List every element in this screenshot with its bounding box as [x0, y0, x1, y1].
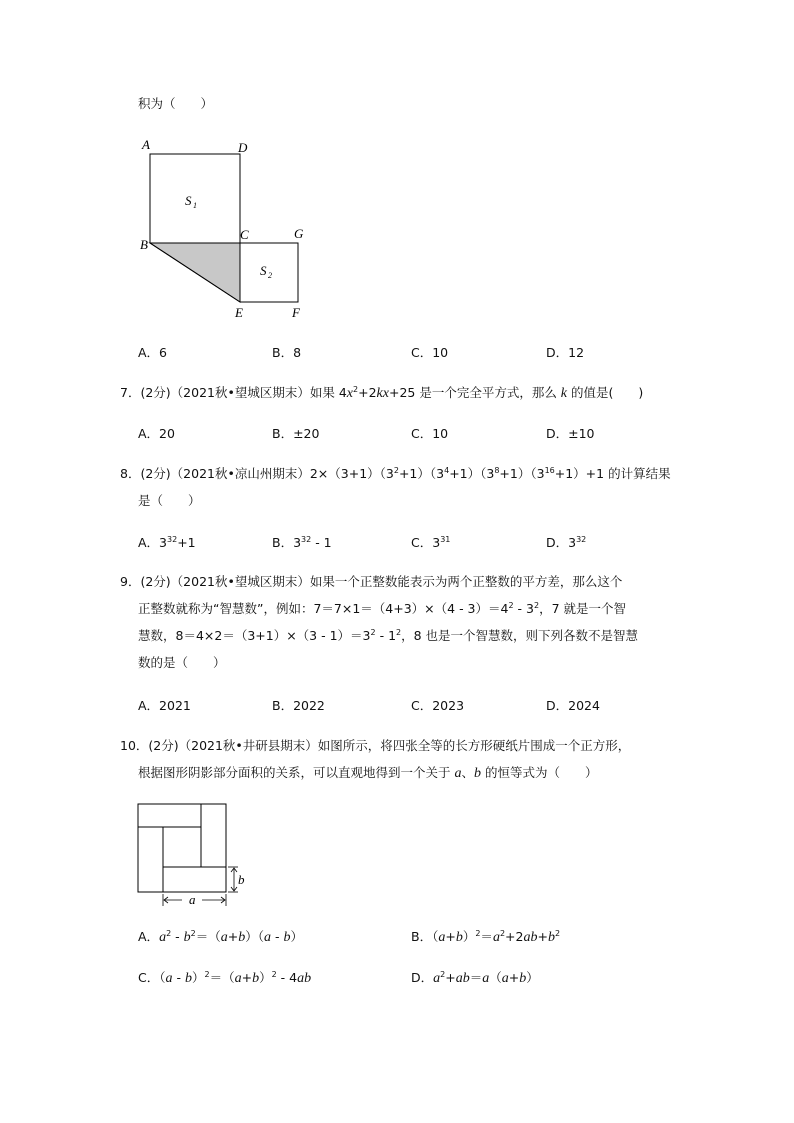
label-G: G	[294, 226, 304, 241]
q9-stem-line4: 数的是（ ）	[138, 655, 226, 670]
square-s1	[150, 154, 240, 243]
q8-option-c: C．$3^{31}$	[411, 535, 451, 550]
q7-option-a: A．20	[138, 426, 175, 441]
q6-figure	[130, 135, 320, 325]
label-F: F	[292, 305, 300, 320]
rect-left	[138, 827, 163, 892]
q7-option-c: C．10	[411, 426, 449, 441]
q10-option-a: A．$a^2 - b^2=(a+b)(a - b)$	[138, 929, 303, 945]
q8-option-a: A．$3^{32}+1$	[138, 535, 196, 550]
q8-option-b: B．$3^{32} - 1$	[272, 535, 332, 550]
rect-right	[201, 804, 226, 867]
q8-option-d: D．$3^{32}$	[546, 535, 587, 550]
label-S1-sub: 1	[193, 201, 197, 210]
q6-option-d: D．12	[546, 345, 585, 360]
rect-bottom	[163, 867, 226, 892]
q9-stem-line3: 慧数，$8=4\times 2=(3+1)\times(3 - 1)=3^2 - 1^2$，8 也是一个智慧数，则下列各数不是智慧	[138, 628, 639, 643]
label-A: A	[142, 137, 150, 152]
q10-option-b: B．$(a+b)^2=a^2+2ab+b^2$	[411, 929, 561, 945]
q9-option-d: D．2024	[546, 698, 600, 713]
outer-square	[138, 804, 226, 892]
q6-option-a: A．6	[138, 345, 168, 360]
label-a: a	[189, 892, 196, 907]
label-B: B	[140, 237, 148, 252]
q9-stem-line2: 正整数就称为“智慧数”，例如：$7=7\times 1=(4+3)\times(4 - 3)=4^2 - 3^2$，7 就是一个智	[138, 601, 627, 616]
label-b: b	[238, 872, 245, 887]
rect-top	[138, 804, 201, 827]
label-C: C	[240, 227, 249, 242]
q8-stem-line2: 是（ ）	[138, 493, 201, 508]
label-S2-sub: 2	[268, 271, 272, 280]
label-S2: S	[260, 263, 267, 278]
label-E: E	[235, 305, 243, 320]
q7-stem: 7．(2分)（2021秋•望城区期末）如果 $4x^2+2kx+25$ 是一个完全平方式，那么 k 的值是( )	[120, 385, 644, 401]
q7-option-d: D．±10	[546, 426, 595, 441]
label-D: D	[238, 140, 248, 155]
q10-option-c: C．$(a - b)^2=(a+b)^2 - 4ab$	[138, 970, 312, 986]
q10-option-d: D．$a^2+ab=a(a+b)$	[411, 970, 539, 986]
q9-option-c: C．2023	[411, 698, 465, 713]
label-S1: S	[185, 193, 192, 208]
q6-option-c: C．10	[411, 345, 449, 360]
q8-stem-line1: 8．(2分)（2021秋•凉山州期末）$2\times(3+1)(3^2+1)(3^4+1)(3^8+1)(3^{16}+1)+1$ 的计算结果	[120, 466, 671, 481]
q10-figure	[130, 798, 260, 913]
q6-stem-tail: 积为（ ）	[138, 96, 214, 111]
q6-option-b: B．8	[272, 345, 302, 360]
q9-option-b: B．2022	[272, 698, 325, 713]
q9-stem-line1: 9．(2分)（2021秋•望城区期末）如果一个正整数能表示为两个正整数的平方差，那么这个	[120, 574, 623, 589]
q10-stem-line1: 10．(2分)（2021秋•井研县期末）如图所示，将四张全等的长方形硬纸片围成一个正方形，	[120, 738, 631, 753]
q9-option-a: A．2021	[138, 698, 191, 713]
q10-stem-line2: 根据图形阴影部分面积的关系，可以直观地得到一个关于 a、b 的恒等式为（ ）	[138, 765, 598, 781]
q7-option-b: B．±20	[272, 426, 320, 441]
